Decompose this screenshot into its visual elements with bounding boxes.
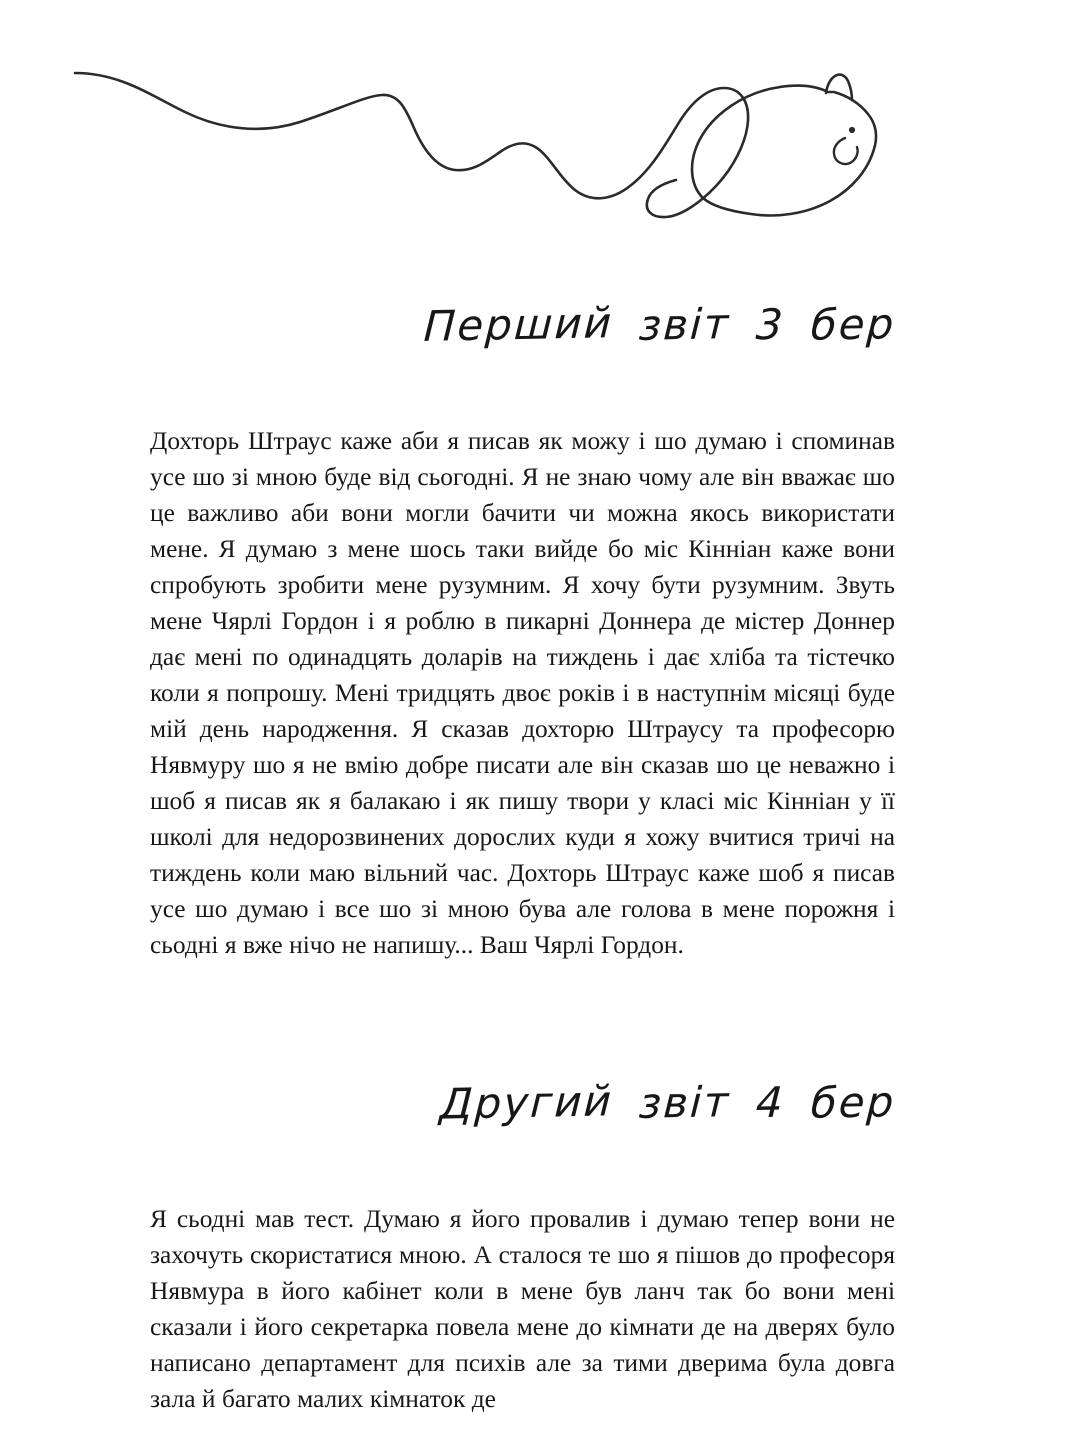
heading-word: Другий xyxy=(438,1076,614,1129)
report-heading-second xyxy=(150,1078,895,1127)
mouse-body-icon xyxy=(692,86,876,216)
mouse-ear-icon xyxy=(826,75,852,100)
report-body-second: Я сьодні мав тест. Думаю я його провалив і думаю тепер вони не захочуть скористатися мною. А сталося те шо я пішов до професоря Нявмура в його кабінет коли в мене був ланч так бо вони мені сказали і його секретарка повела мене до кімнати де на дверях було написано департамент для психів але за тими дверима була довга зала й багато малих кімнаток де xyxy=(150,1205,895,1414)
heading-word: Перший xyxy=(422,298,614,351)
heading-word: звіт xyxy=(637,299,732,350)
mouse-tail-icon xyxy=(75,73,748,217)
mouse-eye-icon xyxy=(849,127,855,133)
mouse-with-long-tail-drawing xyxy=(0,0,1080,300)
mouse-snout-icon xyxy=(834,138,858,164)
heading-word: 4 xyxy=(754,1077,786,1128)
heading-word: бер xyxy=(809,1077,897,1128)
report-heading-first xyxy=(150,300,895,349)
heading-word: звіт xyxy=(637,1077,732,1128)
heading-word: бер xyxy=(809,299,897,350)
heading-word: 3 xyxy=(754,299,786,350)
report-body-first: Дохторь Штраус каже аби я писав як можу і шо думаю і споминав усе шо зі мною буде від сьогодні. Я не знаю чому але він вважає шо це важливо аби вони могли бачити чи можна якось використати мене. Я думаю з мене шось таки вийде бо міс Кінніан каже вони спробують зробити мене рузумним. Я хочу бути рузумним. Звуть мене Чярлі Гордон і я роблю в пикарні Доннера де містер Доннер дає мені по одинадцять доларів на тиждень і дає хліба та тістечко коли я попрошу. Мені тридцять двоє років і в наступнім місяці буде мій день народження. Я сказав дохторю Штраусу та професорю Нявмуру шо я не вмію добре писати але він сказав шо це неважно і шоб я писав як я балакаю і як пишу твори у класі міс Кінніан у її школі для недорозвинених дорослих куди я хожу вчитися тричі на тиждень коли маю вільний час. Дохторь Штраус каже шоб я писав усе шо думаю і все шо зі мною бува але голова в мене порожня і сьодні я вже нічо не напишу... Ваш Чярлі Гордон. xyxy=(150,427,895,960)
